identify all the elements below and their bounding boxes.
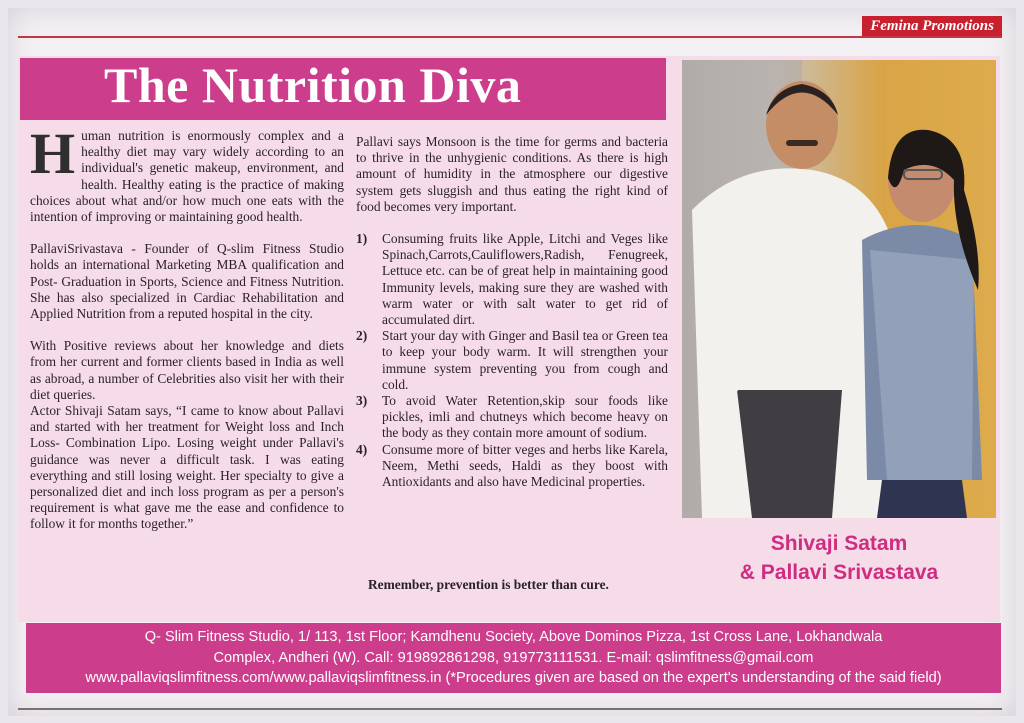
column-middle — [356, 134, 668, 490]
tip-text: Start your day with Ginger and Basil tea or Green tea to keep your body warm. It will strengthen your immune system preventing you from cough and cold. — [382, 328, 668, 392]
tip-number: 4) — [356, 441, 368, 457]
reviews-paragraph: With Positive reviews about her knowledge and diets from her current and former clients based in India as well as abroad, a number of Celebrities also visit her with their diet queries. — [30, 338, 344, 402]
contact-footer — [26, 623, 1001, 693]
column-left — [30, 121, 344, 533]
footer-address-line: Q- Slim Fitness Studio, 1/ 113, 1st Floor; Kamdhenu Society, Above Dominos Pizza, 1st Cross Lane, Lokhandwala — [144, 629, 883, 645]
list-item — [356, 393, 668, 442]
photo-caption-line1: Shivaji Satam — [770, 532, 908, 555]
intro-text: uman nutrition is enormously complex and a healthy diet may vary widely according to an individual's genetic makeup, environment, and health. Healthy eating is the practice of making choices about what and/or how much one eats with the intention of improving or maintaining good health. — [30, 128, 344, 225]
footer-website-line: www.pallaviqslimfitness.com/www.pallaviqslimfitness.in (*Procedures given are based on the expert's understanding of the said field) — [85, 670, 942, 686]
bottom-rule — [18, 708, 1002, 710]
tip-number: 1) — [356, 231, 368, 247]
tip-number: 2) — [356, 328, 368, 344]
portrait-photo — [682, 60, 996, 518]
intro-paragraph — [30, 121, 344, 225]
drop-cap: H — [30, 121, 76, 186]
list-item — [356, 442, 668, 491]
closing-line: Remember, prevention is better than cure. — [368, 577, 609, 592]
photo-caption-line2: & Pallavi Srivastava — [739, 561, 939, 584]
tip-text: Consuming fruits like Apple, Litchi and Veges like Spinach,Carrots,Cauliflowers,Radish, Fenugreek, Lettuce etc. can be of great help in maintaining good Immunity levels, making sure they are washed with warm water or with salt water to get rid of accumulated dirt. — [382, 231, 668, 328]
testimonial-quote: Actor Shivaji Satam says, “I came to know about Pallavi and started with her treatment for Weight loss and Inch Loss- Combination Lipo. Losing weight under Pallavi's guidance was never a difficult task. I was eating everything and still losing weight. Her specialty to give a personalized diet and inch loss program as per a person's requirement is what gave me the ease and confidence to follow it for months together.” — [30, 403, 344, 532]
top-rule — [18, 36, 1002, 38]
list-item — [356, 328, 668, 393]
tip-number: 3) — [356, 393, 368, 409]
article-title: The Nutrition Diva — [104, 57, 522, 113]
tip-text: Consume more of bitter veges and herbs like Karela, Neem, Methi seeds, Haldi as they boost with Antioxidants and also have Medicinal properties. — [382, 441, 668, 490]
tips-list — [356, 231, 668, 490]
monsoon-paragraph: Pallavi says Monsoon is the time for germs and bacteria to thrive in the unhygienic conditions. As there is high amount of humidity in the atmosphere our digestive system gets sluggish and thus eating the right kind of food becomes very important. — [356, 134, 668, 214]
tip-text: To avoid Water Retention,skip sour foods like pickles, imli and chutneys which become heavy on the body as they contain more amount of sodium. — [382, 393, 668, 441]
photo-illustration — [682, 60, 996, 518]
footer-contact-line: Complex, Andheri (W). Call: 919892861298, 919773111531. E-mail: qslimfitness@gmail.com — [213, 649, 814, 666]
promotion-badge: Femina Promotions — [862, 16, 1002, 37]
list-item — [356, 231, 668, 328]
bio-paragraph: PallaviSrivastava - Founder of Q-slim Fitness Studio holds an international Marketing MBA qualification and Post- Graduation in Sports, Science and Fitness Nutrition. She has also specialized in Cardiac Rehabilitation and Applied Nutrition from a reputed hospital in the city. — [30, 241, 344, 322]
